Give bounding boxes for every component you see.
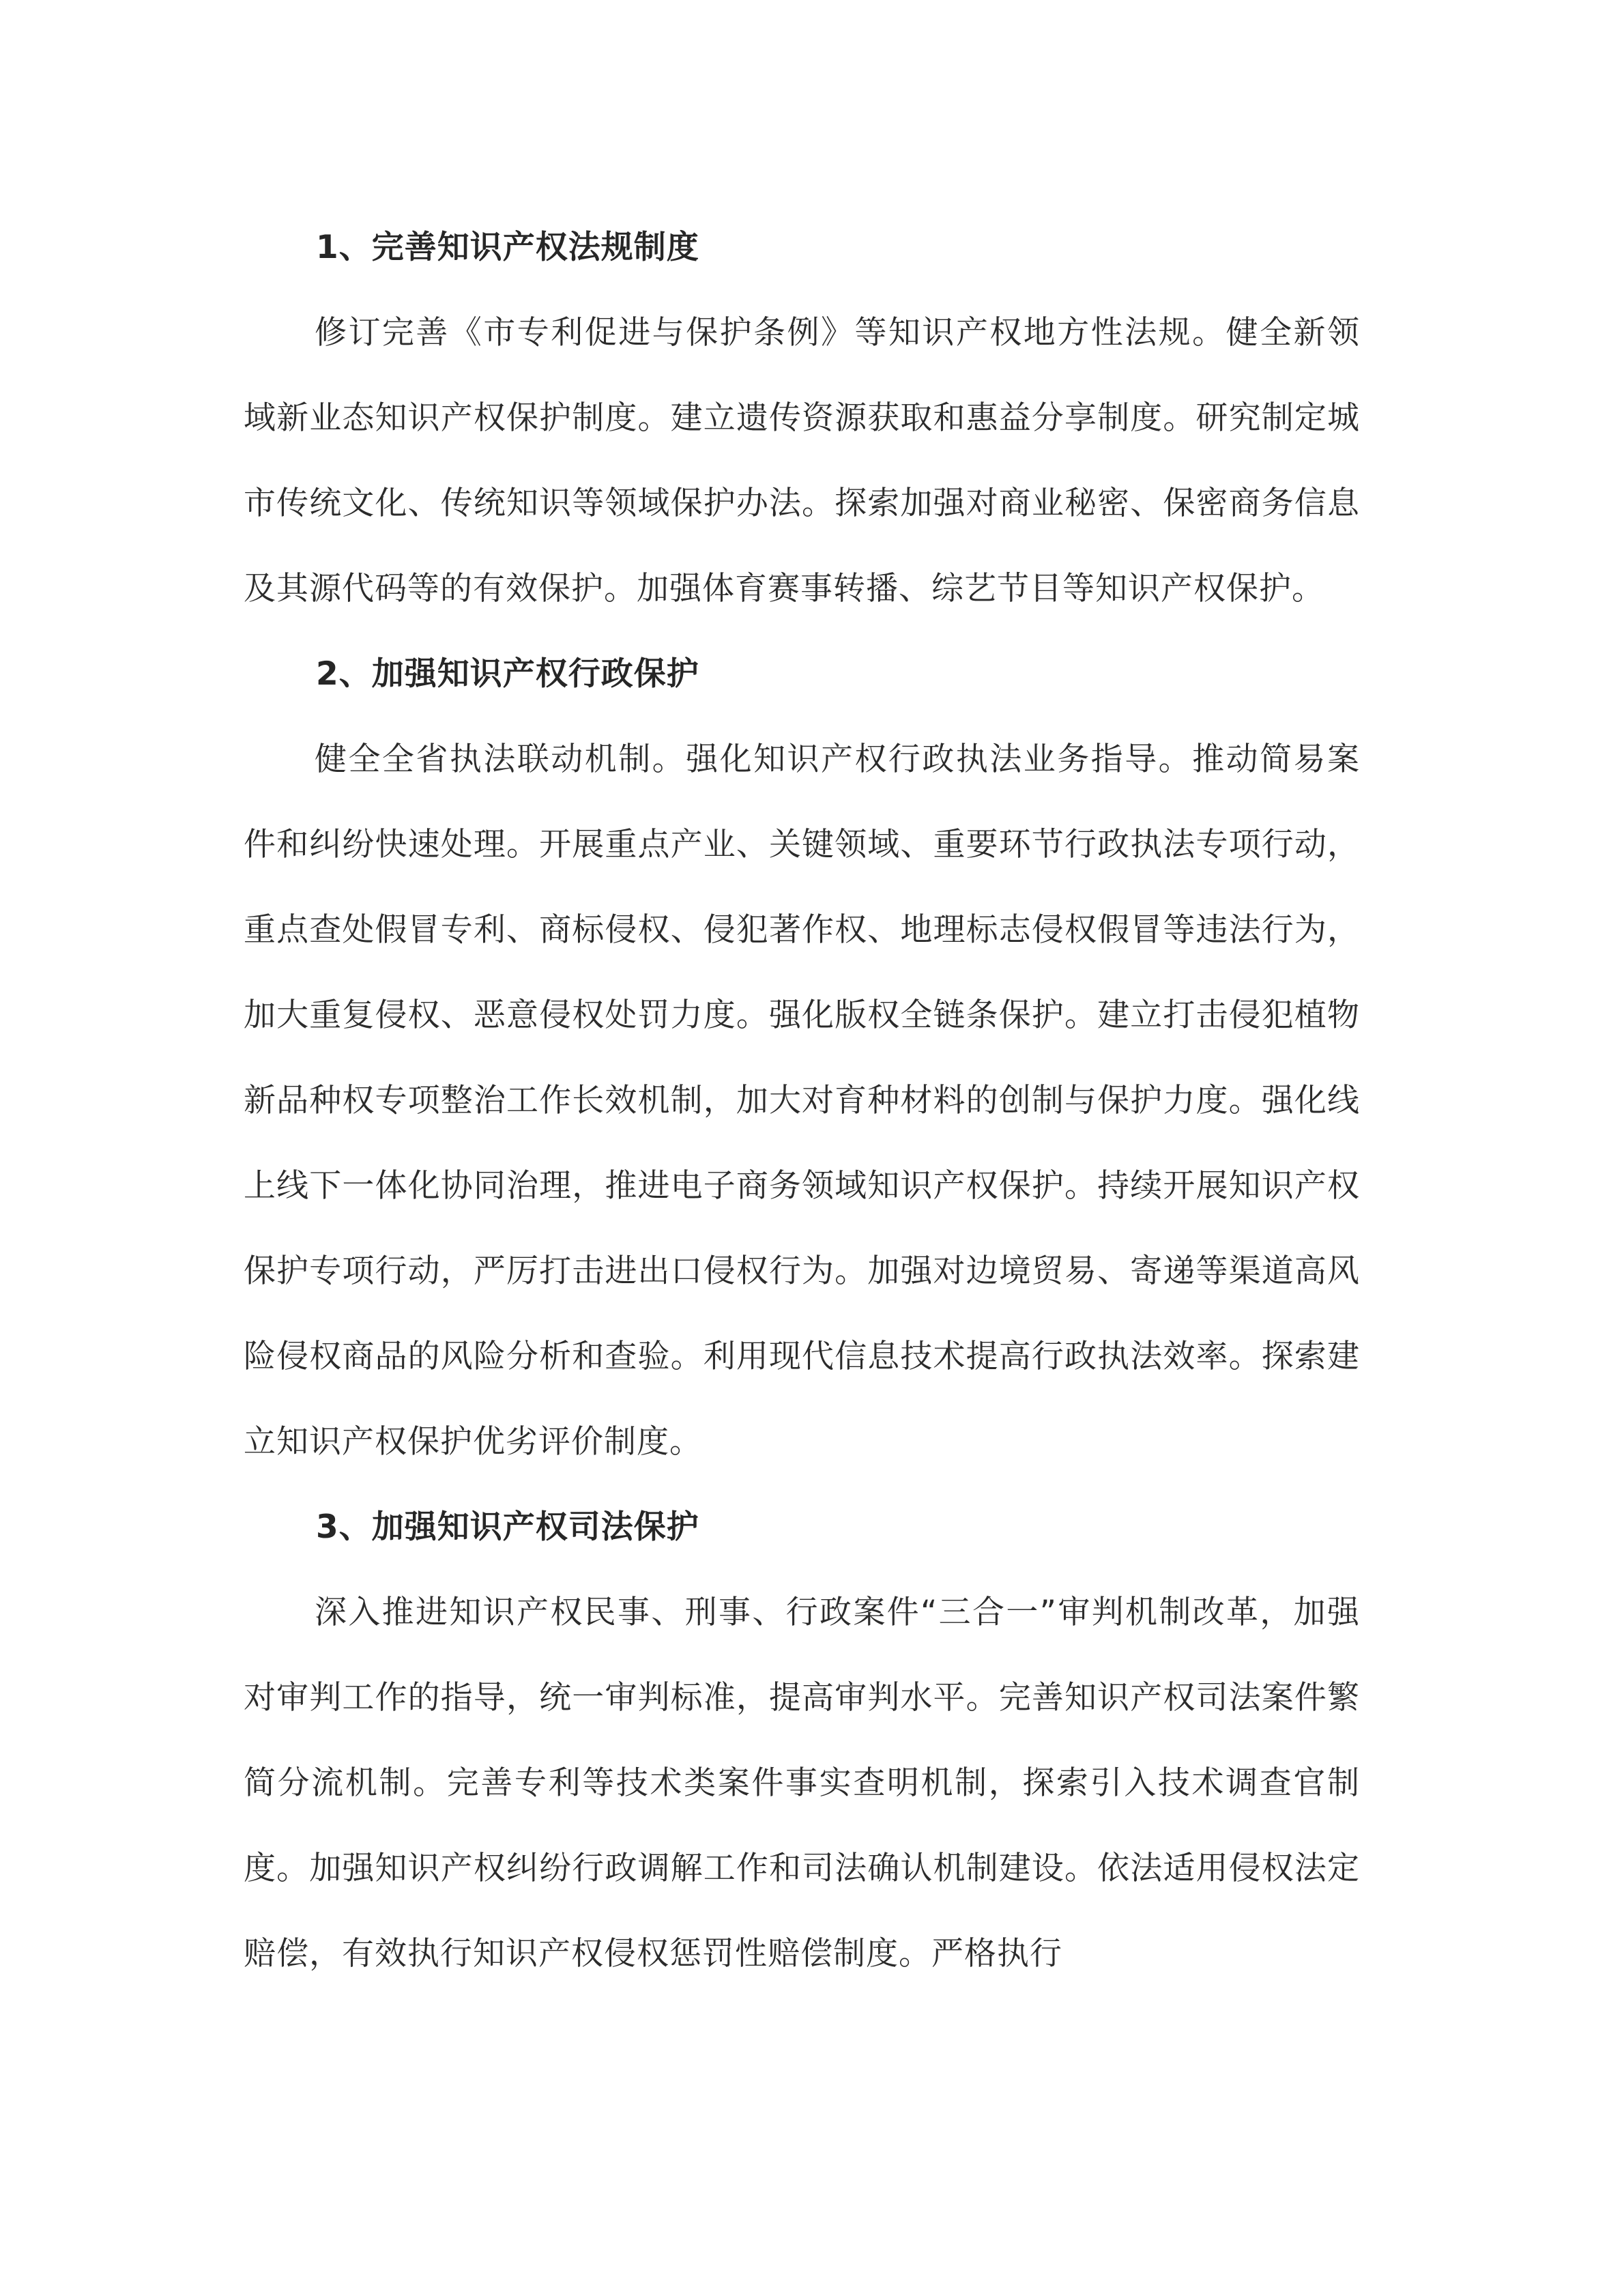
section-body-1: 修订完善《市专利促进与保护条例》等知识产权地方性法规。健全新领域新业态知识产权保护制度。建立遗传资源获取和惠益分享制度。研究制定城市传统文化、传统知识等领域保护办法。探索加强对商业秘密、保密商务信息及其源代码等的有效保护。加强体育赛事转播、综艺节目等知识产权保护。	[244, 314, 1360, 607]
document-content	[244, 205, 1360, 1996]
section-body-3: 深入推进知识产权民事、刑事、行政案件“三合一”审判机制改革，加强对审判工作的指导，统一审判标准，提高审判水平。完善知识产权司法案件繁简分流机制。完善专利等技术类案件事实查明机制，探索引入技术调查官制度。加强知识产权纠纷行政调解工作和司法确认机制建设。依法适用侵权法定赔偿，有效执行知识产权侵权惩罚性赔偿制度。严格执行	[244, 1594, 1360, 1972]
section-heading-3: 3、加强知识产权司法保护	[316, 1508, 699, 1546]
section-heading-2: 2、加强知识产权行政保护	[316, 655, 699, 693]
section-heading-1: 1、完善知识产权法规制度	[316, 229, 699, 266]
section-body-2: 健全全省执法联动机制。强化知识产权行政执法业务指导。推动简易案件和纠纷快速处理。开展重点产业、关键领域、重要环节行政执法专项行动，重点查处假冒专利、商标侵权、侵犯著作权、地理标志侵权假冒等违法行为，加大重复侵权、恶意侵权处罚力度。强化版权全链条保护。建立打击侵犯植物新品种权专项整治工作长效机制，加大对育种材料的创制与保护力度。强化线上线下一体化协同治理，推进电子商务领域知识产权保护。持续开展知识产权保护专项行动，严厉打击进出口侵权行为。加强对边境贸易、寄递等渠道高风险侵权商品的风险分析和查验。利用现代信息技术提高行政执法效率。探索建立知识产权保护优劣评价制度。	[244, 741, 1360, 1461]
